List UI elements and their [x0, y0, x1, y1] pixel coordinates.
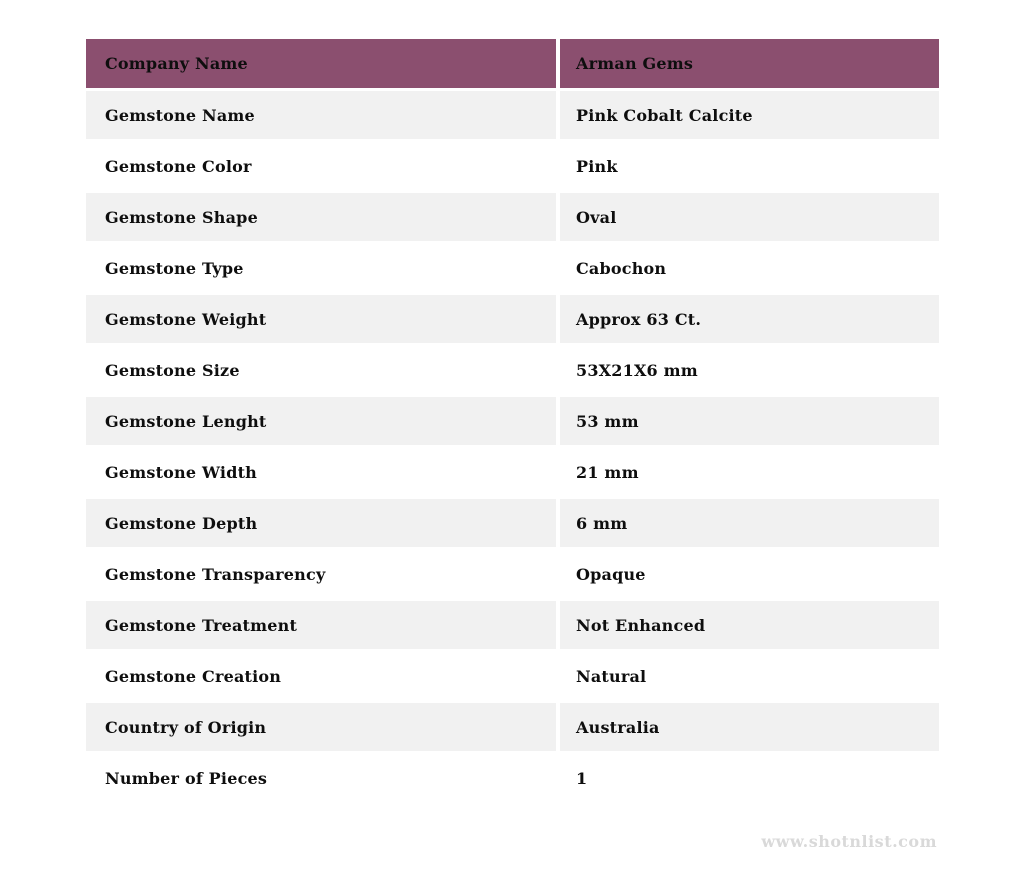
- spec-label-cell: Gemstone Treatment: [86, 601, 556, 649]
- spec-label-cell: Gemstone Size: [86, 346, 556, 394]
- spec-label-cell: Gemstone Weight: [86, 295, 556, 343]
- spec-grid: [86, 39, 939, 802]
- spec-value-cell: 53X21X6 mm: [560, 346, 939, 394]
- spec-value-cell: 21 mm: [560, 448, 939, 496]
- header-value-cell: Arman Gems: [560, 39, 939, 88]
- spec-value-cell: Not Enhanced: [560, 601, 939, 649]
- spec-label-cell: Gemstone Name: [86, 91, 556, 139]
- spec-label-cell: Gemstone Color: [86, 142, 556, 190]
- spec-label-cell: Gemstone Type: [86, 244, 556, 292]
- spec-label-cell: Country of Origin: [86, 703, 556, 751]
- gemstone-spec-table: [86, 39, 939, 802]
- spec-label-cell: Gemstone Lenght: [86, 397, 556, 445]
- header-label-cell: Company Name: [86, 39, 556, 88]
- spec-value-cell: Pink Cobalt Calcite: [560, 91, 939, 139]
- spec-value-cell: Approx 63 Ct.: [560, 295, 939, 343]
- spec-label-cell: Gemstone Transparency: [86, 550, 556, 598]
- spec-label-cell: Gemstone Creation: [86, 652, 556, 700]
- spec-value-cell: Oval: [560, 193, 939, 241]
- spec-label-cell: Number of Pieces: [86, 754, 556, 802]
- spec-value-cell: 6 mm: [560, 499, 939, 547]
- spec-value-cell: Cabochon: [560, 244, 939, 292]
- spec-value-cell: Natural: [560, 652, 939, 700]
- watermark: www.shotnlist.com: [761, 832, 937, 851]
- spec-value-cell: Pink: [560, 142, 939, 190]
- spec-label-cell: Gemstone Width: [86, 448, 556, 496]
- spec-value-cell: 1: [560, 754, 939, 802]
- spec-value-cell: 53 mm: [560, 397, 939, 445]
- spec-label-cell: Gemstone Shape: [86, 193, 556, 241]
- spec-value-cell: Australia: [560, 703, 939, 751]
- spec-value-cell: Opaque: [560, 550, 939, 598]
- spec-label-cell: Gemstone Depth: [86, 499, 556, 547]
